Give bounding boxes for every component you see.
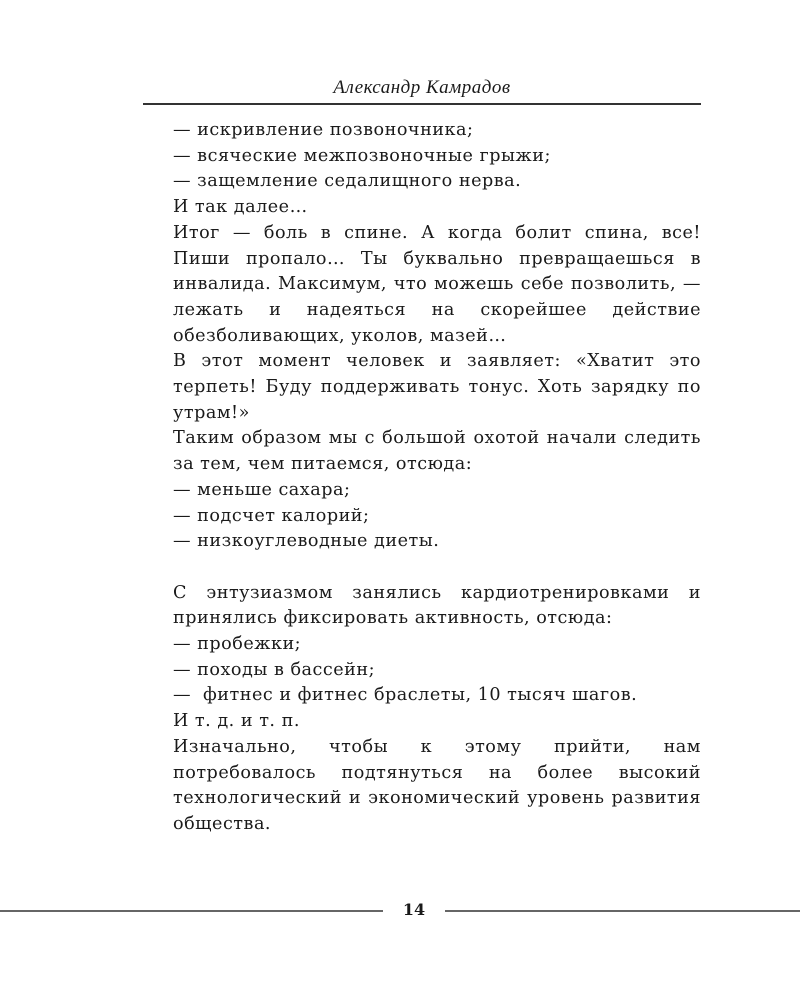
list-item [143,683,701,709]
list-item-text: фитнес и фитнес браслеты, 10 тысяч шагов. [203,685,638,706]
paragraph: Таким образом мы с большой охотой начали следить за тем, чем питаемся, отсюда: [173,428,701,475]
list-item: — всяческие межпозвоночные грыжи; [173,145,551,166]
footer-rule-left [0,910,383,912]
paragraph: Изначально, чтобы к этому прийти, нам потребовалось подтянуться на более высокий технологический и экономический уровень развития общества. [173,736,701,834]
list-item: — низкоуглеводные диеты. [173,531,440,552]
list-item: — пробежки; [173,634,302,655]
paragraph: И так далее… [173,197,308,218]
list-item: — меньше сахара; [173,479,351,500]
list-item: — защемление седалищного нерва. [173,171,522,192]
list-item: — подсчет калорий; [173,505,370,526]
footer-rule-right [445,910,800,912]
paragraph: В этот момент человек и заявляет: «Хватит это терпеть! Буду поддерживать тонус. Хоть зарядку по утрам!» [173,351,701,423]
list-item: — походы в бассейн; [173,659,376,680]
list-dash: — [173,685,192,706]
list-item: — искривление позвоночника; [173,120,474,140]
paragraph: Итог — боль в спине. А когда болит спина, все! Пиши пропало… Ты буквально превращаешься в инвалида. Максимум, что можешь себе позволить, — лежать и надеяться на скорейшее действие обезболивающих, уколов, мазей… [173,222,701,346]
paragraph: С энтузиазмом занялись кардиотренировками и принялись фиксировать активность, отсюда: [173,582,701,629]
page-number: 14 [402,900,426,919]
header-rule [143,103,701,105]
paragraph: И т. д. и т. п. [173,711,300,732]
page-body [143,118,701,838]
page-footer [0,898,800,924]
running-header: Александр Камрадов [333,77,511,98]
blank-line [143,555,701,581]
